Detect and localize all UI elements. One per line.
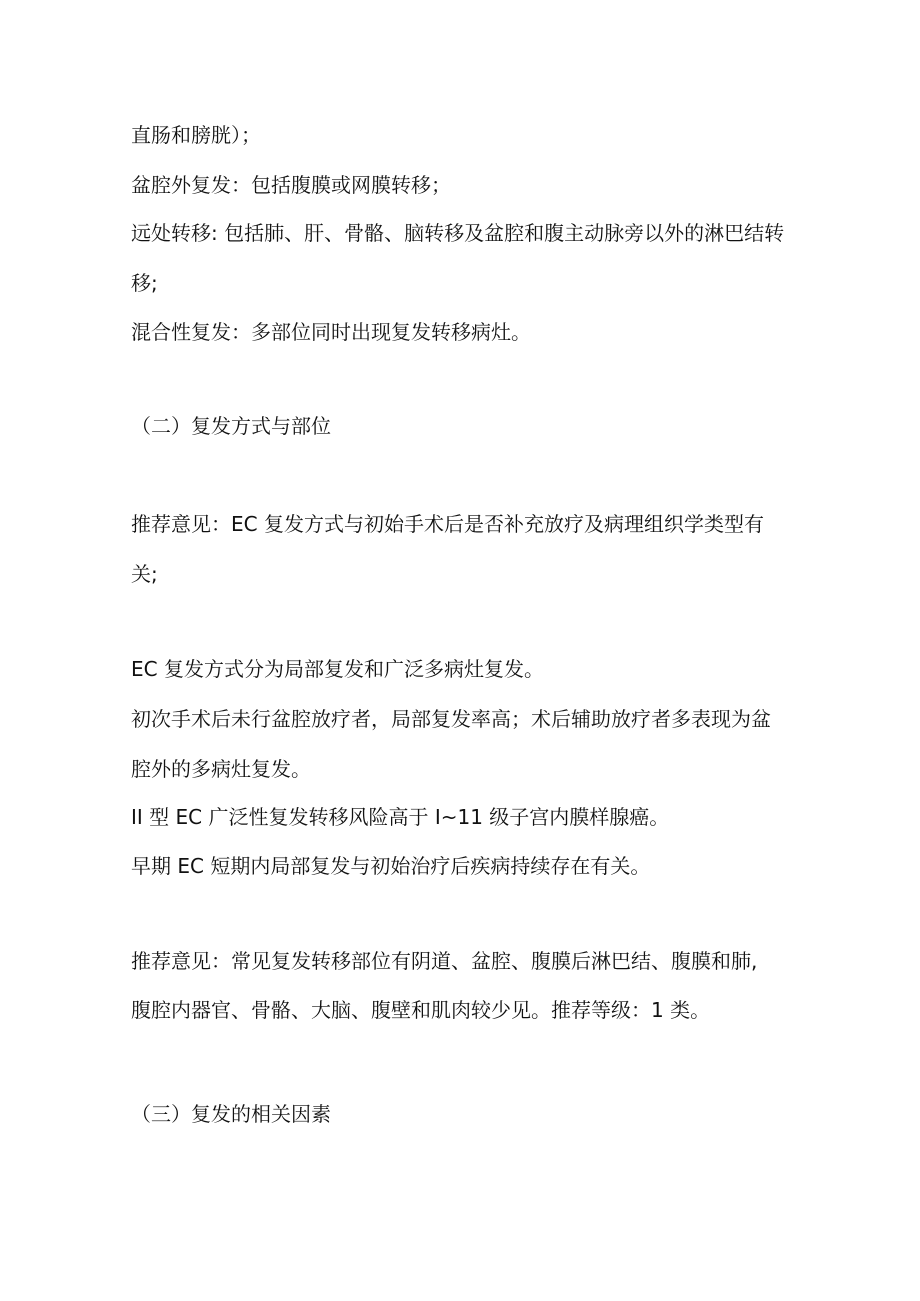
text-line-14: 腹腔内器官、骨骼、大脑、腹壁和肌肉较少见。推荐等级：1 类。: [131, 998, 711, 1022]
text-line-10: 腔外的多病灶复发。: [131, 757, 311, 781]
text-line-8: EC 复发方式分为局部复发和广泛多病灶复发。: [131, 657, 544, 681]
text-line-6: 推荐意见：EC 复发方式与初始手术后是否补充放疗及病理组织学类型有: [131, 512, 764, 536]
text-line-4: 移;: [131, 271, 158, 295]
text-line-3: 远处转移: 包括肺、肝、骨骼、脑转移及盆腔和腹主动脉旁以外的淋巴结转: [131, 221, 785, 245]
text-line-1: 直肠和膀胱）；: [131, 123, 261, 147]
text-line-7: 关;: [131, 562, 158, 586]
text-line-5: 混合性复发：多部位同时出现复发转移病灶。: [131, 320, 531, 344]
text-line-12: 早期 EC 短期内局部复发与初始治疗后疾病持续存在有关。: [131, 854, 651, 878]
text-line-13: 推荐意见：常见复发转移部位有阴道、盆腔、腹膜后淋巴结、腹膜和肺,: [131, 949, 758, 973]
section-heading-2: （二）复发方式与部位: [131, 414, 331, 438]
text-line-11: II 型 EC 广泛性复发转移风险高于 I~11 级子宫内膜样腺癌。: [131, 805, 670, 829]
text-line-2: 盆腔外复发：包括腹膜或网膜转移；: [131, 173, 451, 197]
section-heading-3: （三）复发的相关因素: [131, 1102, 331, 1126]
text-line-9: 初次手术后未行盆腔放疗者，局部复发率高；术后辅助放疗者多表现为盆: [131, 707, 771, 731]
